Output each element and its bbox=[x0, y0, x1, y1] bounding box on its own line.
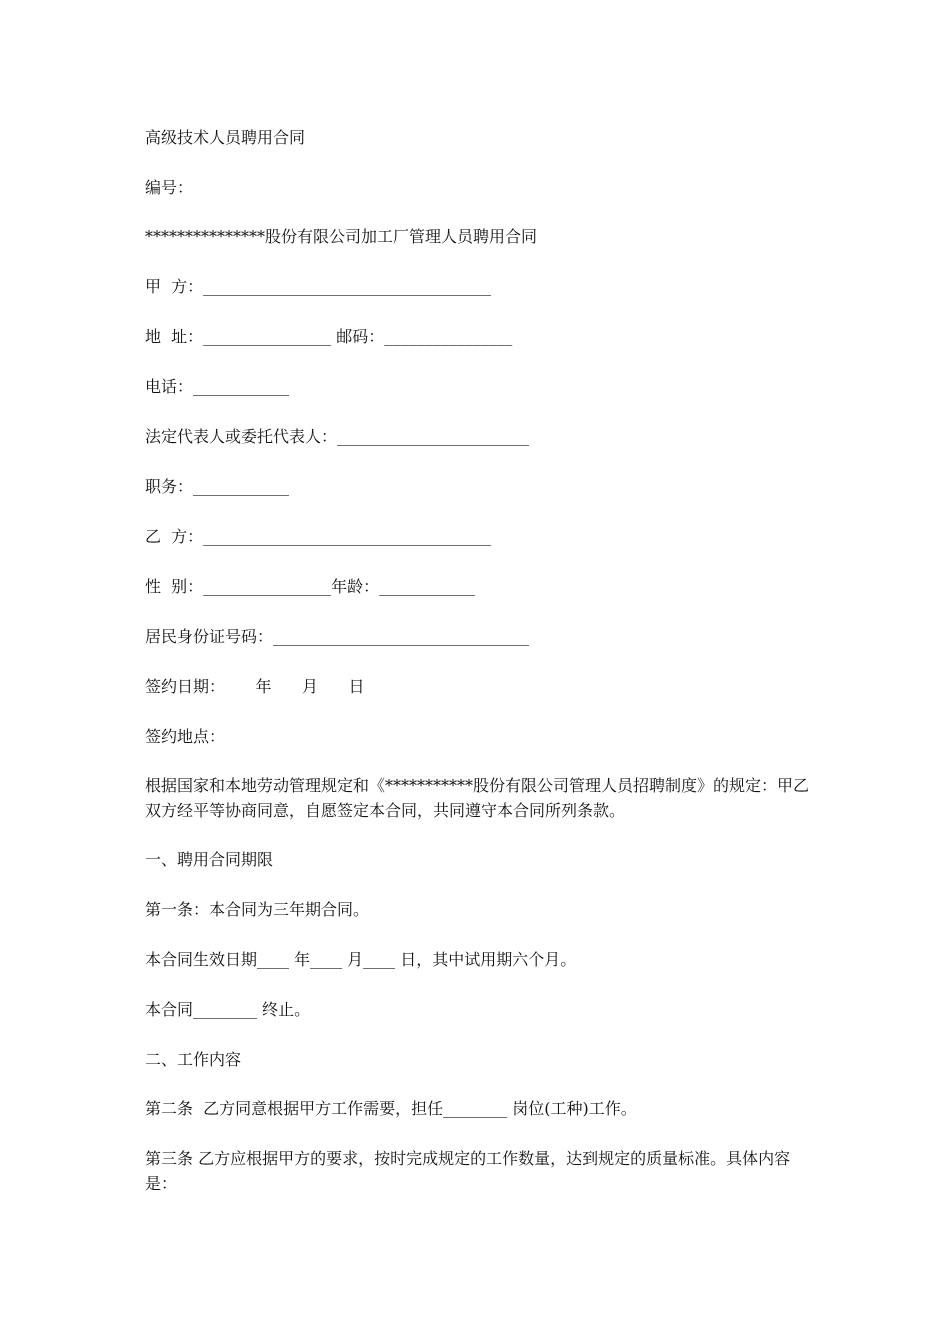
party-a-field: 甲 方：____________________________________ bbox=[145, 277, 492, 296]
id-number-field: 居民身份证号码：________________________________ bbox=[145, 627, 530, 646]
section-heading-work: 二、工作内容 bbox=[145, 1050, 242, 1069]
contract-number: 编号： bbox=[145, 178, 194, 197]
effective-date-clause: 本合同生效日期____ 年____ 月____ 日，其中试用期六个月。 bbox=[145, 950, 577, 969]
intro-paragraph: 根据国家和本地劳动管理规定和《***********股份有限公司管理人员招聘制度》的规定：甲乙双方经平等协商同意，自愿签定本合同，共同遵守本合同所列条款。 bbox=[145, 776, 810, 820]
termination-clause: 本合同________ 终止。 bbox=[145, 1000, 311, 1019]
company-contract-title: ***************股份有限公司加工厂管理人员聘用合同 bbox=[145, 227, 538, 246]
party-b-field: 乙 方：____________________________________ bbox=[145, 527, 492, 546]
article-3: 第三条 乙方应根据甲方的要求，按时完成规定的工作数量，达到规定的质量标准。具体内容是： bbox=[145, 1149, 791, 1193]
phone-field: 电话：____________ bbox=[145, 377, 290, 396]
article-1: 第一条：本合同为三年期合同。 bbox=[145, 900, 370, 919]
address-postcode-field: 地 址：________________ 邮码：________________ bbox=[145, 327, 513, 346]
document-title: 高级技术人员聘用合同 bbox=[145, 128, 306, 147]
gender-age-field: 性 别：________________年龄：____________ bbox=[145, 577, 476, 596]
position-field: 职务：____________ bbox=[145, 477, 290, 496]
legal-representative-field: 法定代表人或委托代表人：________________________ bbox=[145, 427, 530, 446]
signing-date-field: 签约日期： 年 月 日 bbox=[145, 677, 365, 696]
signing-place-field: 签约地点： bbox=[145, 727, 226, 746]
section-heading-term: 一、聘用合同期限 bbox=[145, 850, 274, 869]
article-2: 第二条 乙方同意根据甲方工作需要，担任________ 岗位(工种)工作。 bbox=[145, 1099, 637, 1118]
